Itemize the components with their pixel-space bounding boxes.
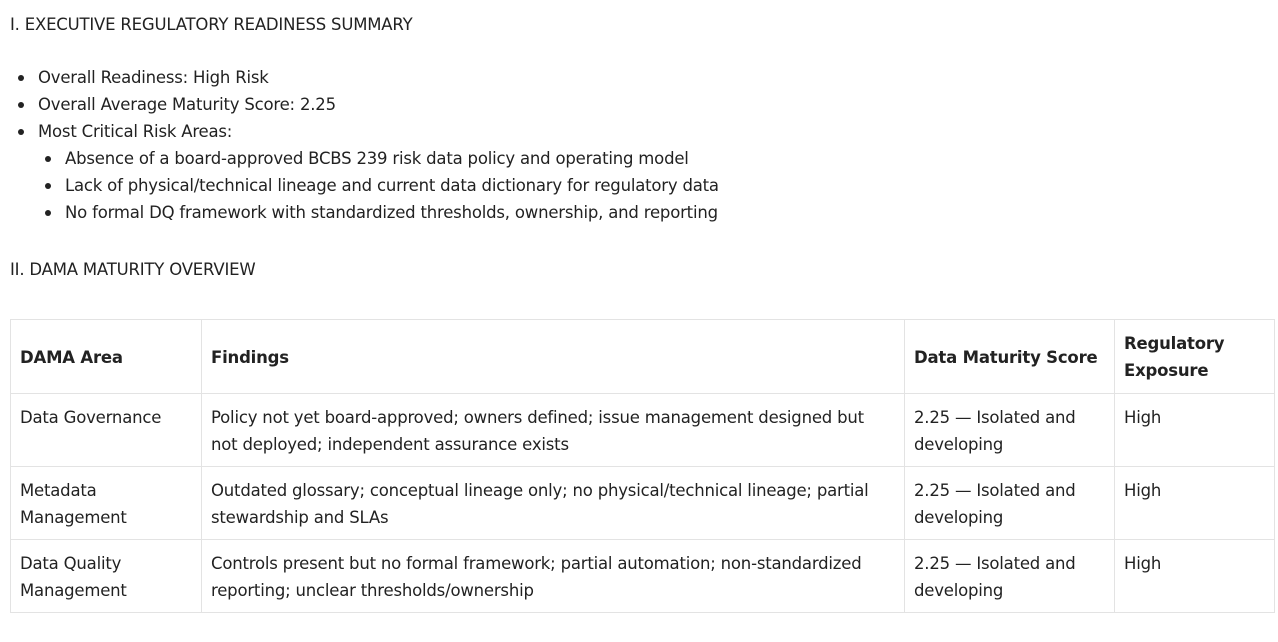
list-item <box>0 95 719 122</box>
list-item <box>0 203 719 230</box>
cell-findings: Policy not yet board-approved; owners defined; issue management designed but not deployed; independent assurance exists <box>202 394 905 467</box>
cell-score: 2.25 — Isolated and developing <box>905 540 1115 613</box>
cell-exposure: High <box>1115 394 1275 467</box>
bullet-icon <box>18 129 24 135</box>
table-row <box>11 467 1275 540</box>
table-header-row <box>11 320 1275 394</box>
bullet-icon <box>45 156 51 162</box>
column-header-regulatory-exposure: Regulatory Exposure <box>1115 320 1275 394</box>
cell-findings: Outdated glossary; conceptual lineage only; no physical/technical lineage; partial stewardship and SLAs <box>202 467 905 540</box>
bullet-icon <box>45 183 51 189</box>
bullet-icon <box>18 75 24 81</box>
dama-maturity-table <box>10 319 1275 613</box>
section-title-dama-overview: II. DAMA MATURITY OVERVIEW <box>10 260 256 279</box>
summary-bullet-list <box>0 68 719 230</box>
list-item <box>0 149 719 176</box>
cell-exposure: High <box>1115 540 1275 613</box>
section-title-executive-summary: I. EXECUTIVE REGULATORY READINESS SUMMARY <box>10 15 413 34</box>
bullet-icon <box>45 210 51 216</box>
list-item <box>0 176 719 203</box>
column-header-maturity-score: Data Maturity Score <box>905 320 1115 394</box>
sub-bullet-text: No formal DQ framework with standardized thresholds, ownership, and reporting <box>65 203 718 222</box>
table-row <box>11 394 1275 467</box>
cell-area: Metadata Management <box>11 467 202 540</box>
column-header-findings: Findings <box>202 320 905 394</box>
bullet-icon <box>18 102 24 108</box>
cell-area: Data Quality Management <box>11 540 202 613</box>
cell-score: 2.25 — Isolated and developing <box>905 394 1115 467</box>
cell-exposure: High <box>1115 467 1275 540</box>
list-item <box>0 122 719 149</box>
cell-score: 2.25 — Isolated and developing <box>905 467 1115 540</box>
cell-area: Data Governance <box>11 394 202 467</box>
bullet-text-average-maturity: Overall Average Maturity Score: 2.25 <box>38 95 336 114</box>
bullet-text-overall-readiness: Overall Readiness: High Risk <box>38 68 269 87</box>
sub-bullet-text: Lack of physical/technical lineage and current data dictionary for regulatory data <box>65 176 719 195</box>
column-header-dama-area: DAMA Area <box>11 320 202 394</box>
table-row <box>11 540 1275 613</box>
list-item <box>0 68 719 95</box>
sub-bullet-text: Absence of a board-approved BCBS 239 risk data policy and operating model <box>65 149 689 168</box>
bullet-text-critical-risk-areas: Most Critical Risk Areas: <box>38 122 233 141</box>
cell-findings: Controls present but no formal framework; partial automation; non-standardized reporting; unclear thresholds/ownership <box>202 540 905 613</box>
